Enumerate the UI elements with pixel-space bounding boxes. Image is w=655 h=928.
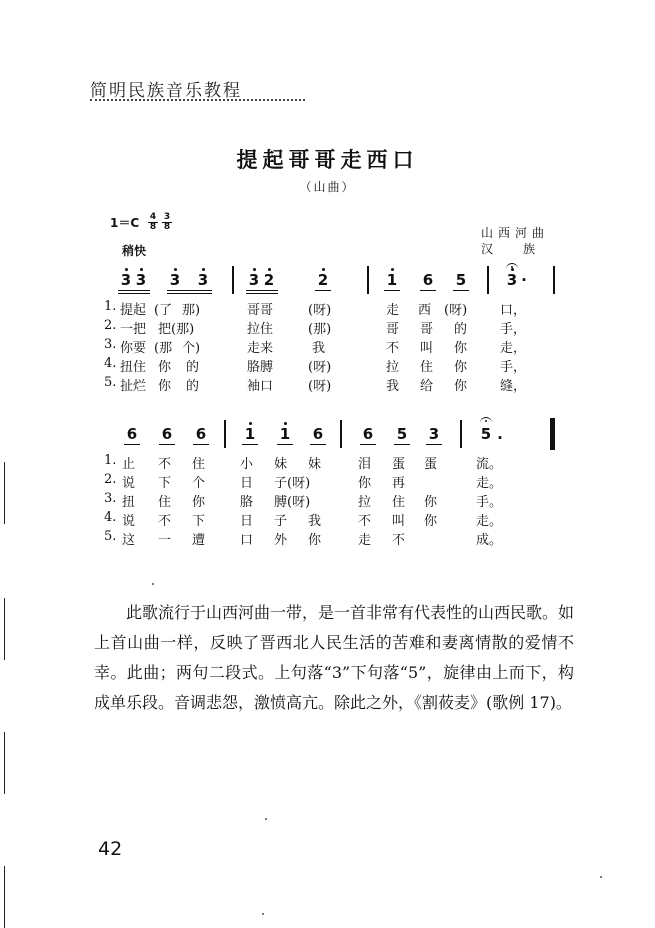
lyric-syllable: 手，: [500, 360, 527, 375]
scan-edge-mark: [4, 462, 5, 524]
lyric-syllable: 哥: [420, 322, 434, 337]
note: 6: [362, 425, 374, 443]
octave-dot: [268, 268, 271, 271]
bar-line: [232, 266, 234, 294]
time-signature-2-numerator: 3: [163, 212, 171, 222]
header-divider: [90, 99, 305, 101]
origin-place: 山西河曲: [481, 226, 550, 240]
lyric-syllable: 袖口: [247, 379, 274, 394]
beam-line: [453, 290, 469, 291]
lyric-syllable: 我: [308, 514, 322, 529]
lyric-syllable: 走: [386, 303, 400, 318]
note: 2: [317, 271, 329, 289]
lyric-syllable: 你: [454, 360, 468, 375]
verse-number: 5.: [104, 529, 117, 544]
beam-line: [159, 444, 175, 445]
lyric-syllable: 说: [122, 476, 136, 491]
beam-line: [193, 444, 209, 445]
beam-line: [242, 444, 258, 445]
lyric-syllable: 走。: [476, 514, 503, 529]
beam-line: [246, 293, 278, 294]
lyric-syllable: 小: [240, 457, 254, 472]
song-title: 提起哥哥走西口: [236, 148, 419, 172]
lyric-syllable: 一: [158, 533, 172, 548]
lyric-syllable: 不: [158, 457, 172, 472]
lyric-syllable: 胳: [240, 495, 254, 510]
lyric-syllable: 妹: [274, 457, 288, 472]
lyric-syllable: 住: [192, 457, 206, 472]
verse-number: 3.: [104, 491, 117, 506]
octave-dot: [249, 422, 252, 425]
final-bar-line: [550, 418, 555, 450]
verse-number: 2.: [104, 472, 117, 487]
lyric-syllable: 妹: [308, 457, 322, 472]
lyric-syllable: 日: [240, 476, 254, 491]
note: 2: [263, 271, 275, 289]
verse-number: 1.: [104, 299, 117, 314]
lyric-syllable: 把(那): [158, 322, 195, 337]
lyric-syllable: 你: [308, 533, 322, 548]
lyric-syllable: 走。: [476, 476, 503, 491]
lyric-syllable: (了: [154, 303, 173, 318]
lyric-syllable: 走: [358, 533, 372, 548]
lyric-syllable: 手，: [500, 322, 527, 337]
scan-speck: [265, 818, 267, 820]
bar-line: [460, 420, 462, 448]
octave-dot: [391, 268, 394, 271]
lyric-syllable: 提起: [120, 303, 147, 318]
scan-edge-mark: [4, 732, 5, 794]
octave-dot: [125, 268, 128, 271]
lyric-syllable: 止: [122, 457, 136, 472]
lyric-syllable: 哥哥: [247, 303, 274, 318]
lyric-syllable: 拉: [386, 360, 400, 375]
note: 3: [248, 271, 260, 289]
scan-speck: [600, 876, 602, 878]
scan-speck: [262, 913, 264, 915]
octave-dot: [202, 268, 205, 271]
beam-line: [167, 290, 212, 291]
note: 6: [161, 425, 173, 443]
lyric-syllable: (呀): [444, 303, 468, 318]
octave-dot: [174, 268, 177, 271]
scan-speck: [152, 583, 154, 585]
lyric-syllable: 外: [274, 533, 288, 548]
lyric-syllable: 走来: [247, 341, 274, 356]
bar-line: [367, 266, 369, 294]
lyric-syllable: 拉住: [247, 322, 274, 337]
tempo-marking: 稍快: [122, 244, 147, 258]
lyric-syllable: 的: [186, 379, 200, 394]
lyric-syllable: 我: [312, 341, 326, 356]
octave-dot: [322, 268, 325, 271]
lyric-syllable: 一把: [120, 322, 147, 337]
lyric-syllable: 的: [454, 322, 468, 337]
beam-line: [118, 293, 150, 294]
lyric-syllable: (呀): [308, 303, 332, 318]
time-signature-2-denominator: 8: [163, 222, 171, 232]
lyric-syllable: 叫: [392, 514, 406, 529]
lyric-syllable: 流。: [476, 457, 503, 472]
lyric-syllable: 你: [158, 360, 172, 375]
bar-line: [340, 420, 342, 448]
lyric-syllable: 手。: [476, 495, 503, 510]
lyric-syllable: 膊(呀): [274, 495, 311, 510]
beam-line: [426, 444, 442, 445]
note: 5: [396, 425, 408, 443]
scan-edge-mark: [4, 598, 5, 660]
note: 1: [244, 425, 256, 443]
lyric-syllable: 个): [182, 341, 201, 356]
bar-line: [224, 420, 226, 448]
lyric-syllable: 成。: [476, 533, 503, 548]
lyric-syllable: (那): [308, 322, 332, 337]
lyric-syllable: 拉: [358, 495, 372, 510]
lyric-syllable: 说: [122, 514, 136, 529]
lyric-syllable: 叫: [420, 341, 434, 356]
bar-line: [487, 266, 489, 294]
lyric-syllable: 你: [424, 514, 438, 529]
verse-number: 4.: [104, 356, 117, 371]
lyric-syllable: 住: [420, 360, 434, 375]
note: 6: [422, 271, 434, 289]
scan-edge-mark: [4, 866, 5, 928]
lyric-syllable: (那: [154, 341, 173, 356]
lyric-syllable: 你: [192, 495, 206, 510]
note: 6: [195, 425, 207, 443]
verse-number: 5.: [104, 375, 117, 390]
verse-number: 2.: [104, 318, 117, 333]
lyric-syllable: 住: [158, 495, 172, 510]
note: 6: [126, 425, 138, 443]
verse-number: 3.: [104, 337, 117, 352]
lyric-syllable: 口，: [500, 303, 527, 318]
lyric-syllable: 蛋: [392, 457, 406, 472]
lyric-syllable: 子(呀): [274, 476, 311, 491]
lyric-syllable: 住: [392, 495, 406, 510]
fermata-dot: [485, 420, 487, 422]
lyric-syllable: 再: [392, 476, 406, 491]
note: 3: [120, 271, 132, 289]
note: 3: [197, 271, 209, 289]
note: 6: [312, 425, 324, 443]
lyric-syllable: 缝，: [500, 379, 527, 394]
lyric-syllable: 你: [454, 379, 468, 394]
lyric-syllable: 的: [186, 360, 200, 375]
lyric-syllable: 你: [424, 495, 438, 510]
beam-line: [420, 290, 436, 291]
beam-line: [124, 444, 140, 445]
lyric-syllable: 你要: [120, 341, 147, 356]
bar-line: [553, 266, 555, 294]
beam-line: [246, 290, 278, 291]
lyric-syllable: 口: [240, 533, 254, 548]
fermata-dot: [511, 266, 513, 268]
octave-dot: [140, 268, 143, 271]
time-signature-1-denominator: 8: [149, 222, 157, 232]
beam-line: [167, 293, 212, 294]
lyric-syllable: 不: [358, 514, 372, 529]
verse-number: 4.: [104, 510, 117, 525]
song-subtitle: （山曲）: [299, 180, 356, 194]
lyric-syllable: 蛋: [424, 457, 438, 472]
note: 1: [386, 271, 398, 289]
lyric-syllable: 那): [182, 303, 201, 318]
beam-line: [118, 290, 150, 291]
lyric-syllable: 扭住: [120, 360, 147, 375]
lyric-syllable: 扯烂: [120, 379, 147, 394]
lyric-syllable: 不: [392, 533, 406, 548]
lyric-syllable: 你: [454, 341, 468, 356]
octave-dot: [253, 268, 256, 271]
beam-line: [360, 444, 376, 445]
beam-line: [315, 290, 331, 291]
beam-line: [310, 444, 326, 445]
beam-line: [394, 444, 410, 445]
lyric-syllable: 不: [386, 341, 400, 356]
beam-line: [277, 444, 293, 445]
note: 5: [480, 425, 492, 443]
lyric-syllable: 遭: [192, 533, 206, 548]
lyric-syllable: (呀): [308, 360, 332, 375]
lyric-syllable: 子: [274, 514, 288, 529]
lyric-syllable: 不: [158, 514, 172, 529]
lyric-syllable: 扭: [122, 495, 136, 510]
lyric-syllable: 西: [418, 303, 432, 318]
lyric-syllable: 下: [192, 514, 206, 529]
note: 3: [428, 425, 440, 443]
note: 5: [455, 271, 467, 289]
lyric-syllable: 日: [240, 514, 254, 529]
beam-line: [384, 290, 400, 291]
lyric-syllable: 这: [122, 533, 136, 548]
origin-ethnicity: 汉族: [481, 242, 566, 256]
description-paragraph: 此歌流行于山西河曲一带，是一首非常有代表性的山西民歌。如上首山曲一样，反映了晋西北人民生活的苦难和妻离情散的爱情不幸。此曲；两句二段式。上句落“3”下句落“5”，旋律由上而下，构成单乐段。音调悲怨，激愤高亢。除此之外，《割莜麦》(歌例 17)。: [94, 603, 575, 712]
note: 1: [279, 425, 291, 443]
lyric-syllable: 给: [420, 379, 434, 394]
augmentation-dot: ·: [521, 271, 527, 289]
page-number: 42: [98, 838, 123, 860]
lyric-syllable: 个: [192, 476, 206, 491]
note: 3: [135, 271, 147, 289]
time-signature-1-numerator: 4: [149, 212, 157, 222]
book-title: 简明民族音乐教程: [90, 81, 242, 101]
key-signature: 1＝C: [110, 216, 140, 230]
lyric-syllable: (呀): [308, 379, 332, 394]
lyric-syllable: 你: [158, 379, 172, 394]
note: 3: [169, 271, 181, 289]
lyric-syllable: 走，: [500, 341, 527, 356]
octave-dot: [284, 422, 287, 425]
lyric-syllable: 胳膊: [247, 360, 274, 375]
note: 3: [506, 271, 518, 289]
lyric-syllable: 泪: [358, 457, 372, 472]
lyric-syllable: 我: [386, 379, 400, 394]
lyric-syllable: 哥: [386, 322, 400, 337]
lyric-syllable: 下: [158, 476, 172, 491]
verse-number: 1.: [104, 453, 117, 468]
augmentation-dot: .: [497, 425, 503, 443]
lyric-syllable: 你: [358, 476, 372, 491]
